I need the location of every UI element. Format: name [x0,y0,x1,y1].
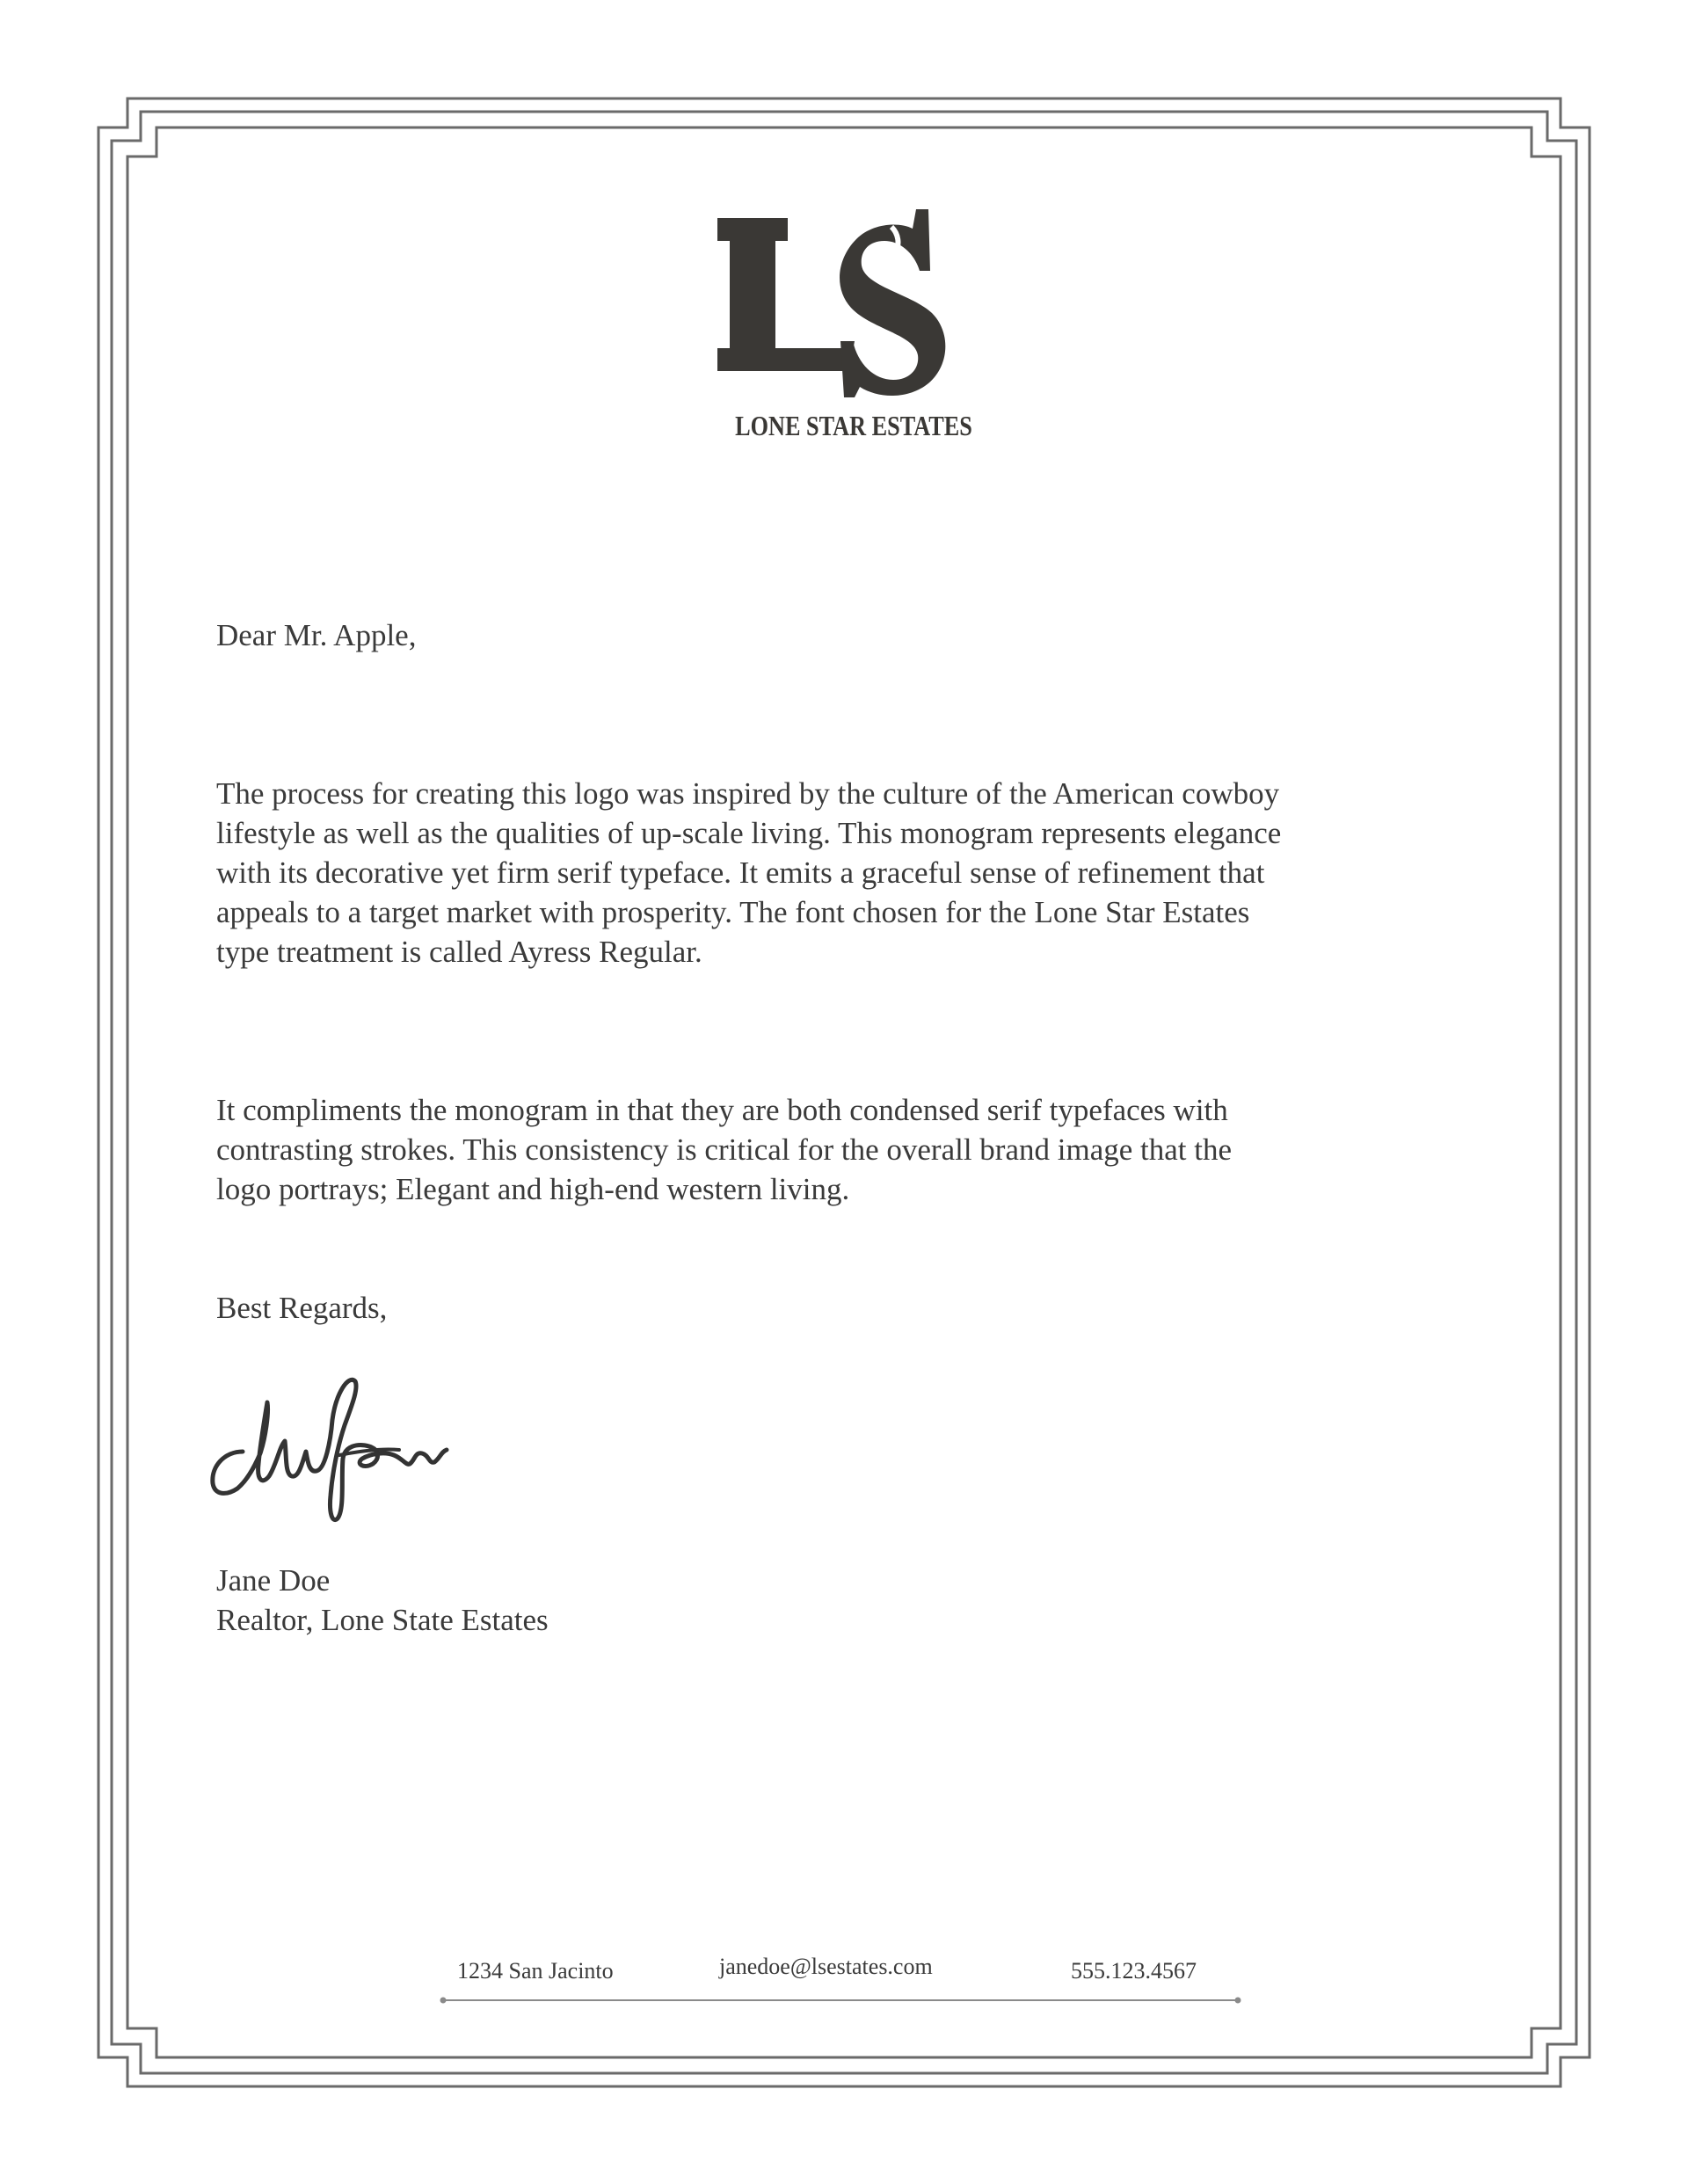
closing: Best Regards, [216,1291,388,1325]
footer-divider [440,1996,1241,2005]
body-paragraph-1: The process for creating this logo was inspired by the culture of the American cowboy lifestyle as well as the qualities of up-scale living. This monogram represents elegance with its decorative yet firm serif typeface. It emits a graceful sense of refinement that appeals to a target market with prosperity. The font chosen for the Lone Star Estates type treatment is called Ayress Regular. [216,776,1282,969]
salutation: Dear Mr. Apple, [216,618,417,652]
signer-title: Realtor, Lone State Estates [216,1603,549,1637]
footer-phone[interactable]: 555.123.4567 [1071,1958,1197,1984]
footer-address: 1234 San Jacinto [457,1958,614,1984]
signer-name: Jane Doe [216,1563,331,1598]
ls-monogram-logo [712,209,967,403]
logo-wordmark: LONE STAR ESTATES [735,410,972,441]
company-logo [712,209,972,455]
handwritten-signature [207,1367,480,1530]
body-paragraph-2: It compliments the monogram in that they are both condensed serif typefaces with contrasting strokes. This consistency is critical for the overall brand image that the logo portrays; Elegant and high-end western living. [216,1093,1232,1206]
footer-email[interactable]: janedoe@lsestates.com [719,1954,933,1979]
